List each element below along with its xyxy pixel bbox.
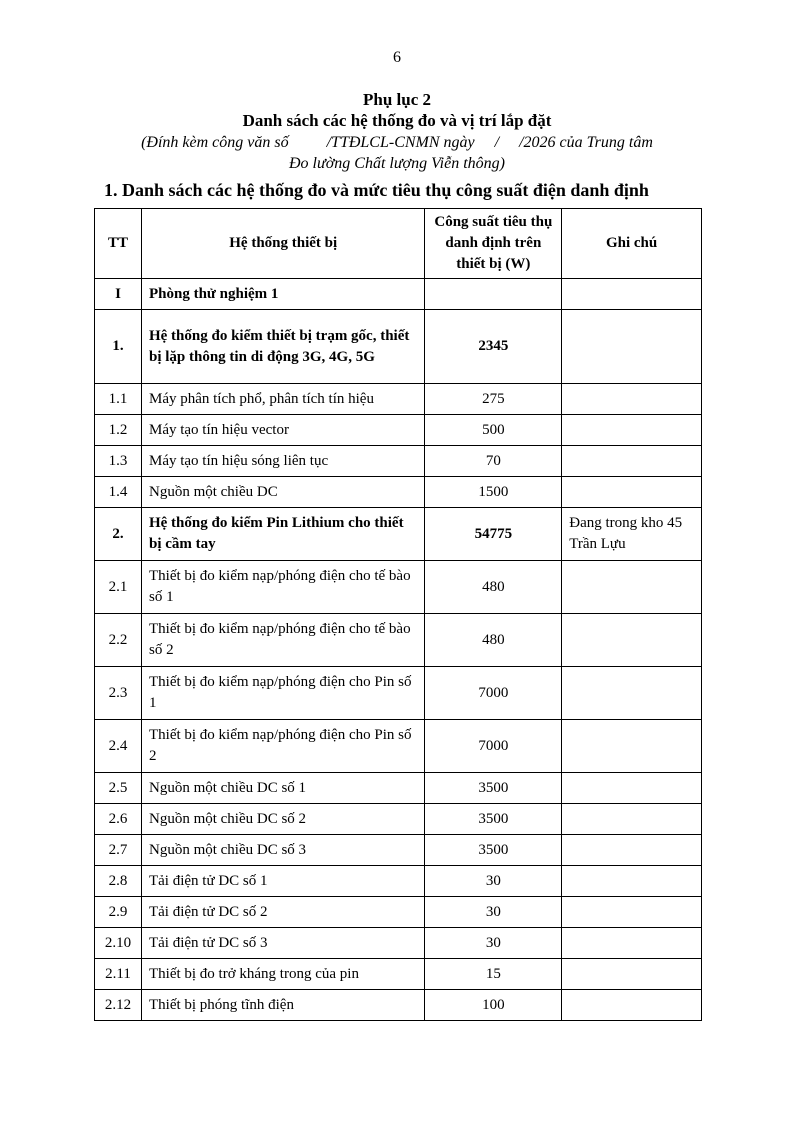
row-name: Nguồn một chiều DC số 3 [141, 835, 424, 866]
row-name: Tải điện tử DC số 1 [141, 866, 424, 897]
row-name: Thiết bị đo kiểm nạp/phóng điện cho Pin số 1 [141, 667, 424, 720]
row-tt: 2.6 [95, 804, 142, 835]
row-tt: I [95, 279, 142, 310]
table-row [95, 667, 702, 720]
row-name: Thiết bị đo kiểm nạp/phóng điện cho tế bào số 1 [141, 561, 424, 614]
row-name: Thiết bị đo kiểm nạp/phóng điện cho Pin số 2 [141, 720, 424, 773]
row-tt: 2.12 [95, 990, 142, 1021]
table-row [95, 279, 702, 310]
row-tt: 2.5 [95, 773, 142, 804]
row-tt: 1.3 [95, 446, 142, 477]
row-tt: 2. [95, 508, 142, 561]
row-note [562, 990, 702, 1021]
row-tt: 2.2 [95, 614, 142, 667]
row-note [562, 835, 702, 866]
header-note: Ghi chú [562, 209, 702, 279]
row-power: 30 [425, 866, 562, 897]
table-row [95, 415, 702, 446]
row-note [562, 614, 702, 667]
table-row [95, 804, 702, 835]
table-row [95, 508, 702, 561]
table-row [95, 477, 702, 508]
row-note [562, 773, 702, 804]
table-row [95, 720, 702, 773]
header-power: Công suất tiêu thụ danh định trên thiết bị (W) [425, 209, 562, 279]
table-row [95, 614, 702, 667]
header-system: Hệ thống thiết bị [141, 209, 424, 279]
row-name: Thiết bị phóng tĩnh điện [141, 990, 424, 1021]
row-note [562, 279, 702, 310]
row-power: 500 [425, 415, 562, 446]
row-tt: 2.3 [95, 667, 142, 720]
row-note [562, 561, 702, 614]
table-row [95, 990, 702, 1021]
row-power: 7000 [425, 667, 562, 720]
row-tt: 1.2 [95, 415, 142, 446]
table-row [95, 773, 702, 804]
row-power: 480 [425, 561, 562, 614]
attachment-note-part2: /TTĐLCL-CNMN ngày [326, 134, 475, 151]
row-note [562, 477, 702, 508]
row-name: Máy phân tích phổ, phân tích tín hiệu [141, 384, 424, 415]
row-name: Thiết bị đo kiểm nạp/phóng điện cho tế bào số 2 [141, 614, 424, 667]
row-power: 275 [425, 384, 562, 415]
row-tt: 2.10 [95, 928, 142, 959]
table-row [95, 866, 702, 897]
row-tt: 2.4 [95, 720, 142, 773]
attachment-note-part3: / [494, 134, 500, 151]
table-row [95, 310, 702, 384]
row-name: Nguồn một chiều DC số 1 [141, 773, 424, 804]
row-note [562, 310, 702, 384]
table-body [95, 279, 702, 1021]
row-name: Thiết bị đo trở kháng trong của pin [141, 959, 424, 990]
row-name: Máy tạo tín hiệu vector [141, 415, 424, 446]
row-note [562, 866, 702, 897]
row-note [562, 415, 702, 446]
table-row [95, 835, 702, 866]
row-power: 54775 [425, 508, 562, 561]
row-note: Đang trong kho 45 Trần Lựu [562, 508, 702, 561]
row-name: Phòng thử nghiệm 1 [141, 279, 424, 310]
row-power: 3500 [425, 804, 562, 835]
row-name: Nguồn một chiều DC số 2 [141, 804, 424, 835]
row-note [562, 446, 702, 477]
table-row [95, 384, 702, 415]
row-power: 70 [425, 446, 562, 477]
table-row [95, 897, 702, 928]
row-name: Hệ thống đo kiểm thiết bị trạm gốc, thiết bị lặp thông tin di động 3G, 4G, 5G [141, 310, 424, 384]
row-power: 7000 [425, 720, 562, 773]
row-note [562, 384, 702, 415]
row-name: Tải điện tử DC số 3 [141, 928, 424, 959]
table-row [95, 446, 702, 477]
row-tt: 2.1 [95, 561, 142, 614]
table-row [95, 928, 702, 959]
attachment-note-line2: Đo lường Chất lượng Viễn thông) [289, 155, 505, 172]
equipment-table [94, 208, 702, 1021]
row-tt: 2.9 [95, 897, 142, 928]
table-header-row [95, 209, 702, 279]
row-name: Hệ thống đo kiểm Pin Lithium cho thiết bị cầm tay [141, 508, 424, 561]
row-note [562, 928, 702, 959]
row-note [562, 959, 702, 990]
row-power: 1500 [425, 477, 562, 508]
document-title: Danh sách các hệ thống đo và vị trí lắp đặt [242, 111, 552, 130]
row-power: 2345 [425, 310, 562, 384]
appendix-title: Phụ lục 2 [362, 90, 432, 109]
row-power: 100 [425, 990, 562, 1021]
row-power [425, 279, 562, 310]
row-name: Nguồn một chiều DC [141, 477, 424, 508]
attachment-note-part1: (Đính kèm công văn số [141, 134, 289, 151]
row-note [562, 667, 702, 720]
row-note [562, 804, 702, 835]
row-tt: 1.1 [95, 384, 142, 415]
attachment-note-part4: /2026 của Trung tâm [519, 134, 653, 151]
row-tt: 2.7 [95, 835, 142, 866]
row-tt: 1. [95, 310, 142, 384]
row-note [562, 897, 702, 928]
table-row [95, 561, 702, 614]
row-power: 30 [425, 897, 562, 928]
row-power: 480 [425, 614, 562, 667]
row-tt: 2.11 [95, 959, 142, 990]
row-tt: 2.8 [95, 866, 142, 897]
row-name: Tải điện tử DC số 2 [141, 897, 424, 928]
section-heading: 1. Danh sách các hệ thống đo và mức tiêu thụ công suất điện danh định [104, 180, 649, 200]
row-power: 3500 [425, 835, 562, 866]
page-number: 6 [393, 49, 401, 66]
row-power: 3500 [425, 773, 562, 804]
row-power: 30 [425, 928, 562, 959]
row-name: Máy tạo tín hiệu sóng liên tục [141, 446, 424, 477]
row-power: 15 [425, 959, 562, 990]
row-note [562, 720, 702, 773]
attachment-note [0, 132, 794, 174]
table-row [95, 959, 702, 990]
header-tt: TT [95, 209, 142, 279]
row-tt: 1.4 [95, 477, 142, 508]
